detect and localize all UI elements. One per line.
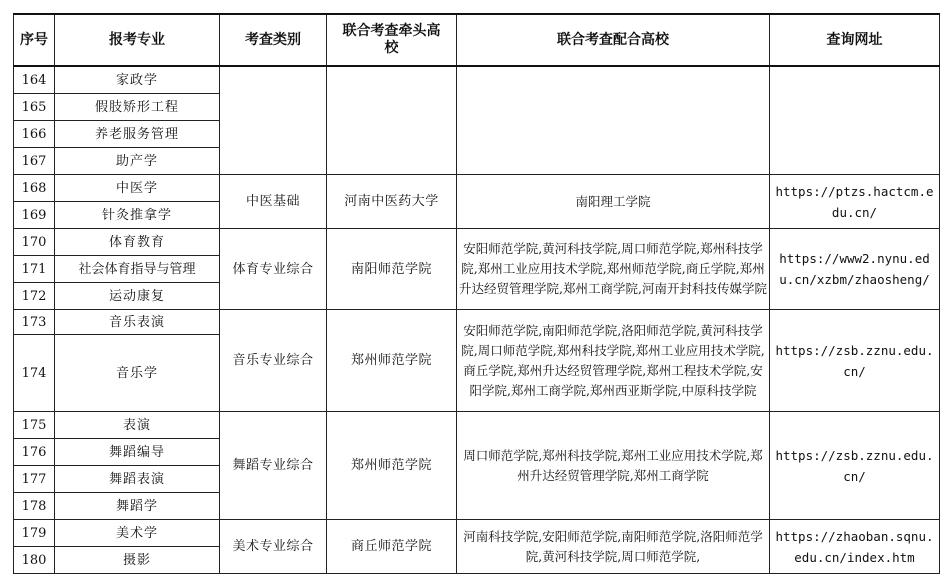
query-url-link[interactable]: https://zhaoban.sqnu.edu.cn/index.htm (770, 520, 940, 574)
table-container (13, 13, 940, 574)
row-number: 165 (14, 94, 55, 121)
row-number: 179 (14, 520, 55, 547)
header-coop-universities: 联合考查配合高校 (457, 14, 770, 66)
row-number: 180 (14, 547, 55, 574)
lead-university-cell: 南阳师范学院 (327, 229, 457, 310)
table-row (14, 412, 940, 439)
category-cell: 中医基础 (220, 175, 327, 229)
row-number: 177 (14, 466, 55, 493)
row-number: 166 (14, 121, 55, 148)
major-name: 社会体育指导与管理 (55, 256, 220, 283)
row-number: 176 (14, 439, 55, 466)
category-cell: 音乐专业综合 (220, 310, 327, 412)
table-row (14, 520, 940, 547)
row-number: 167 (14, 148, 55, 175)
query-url-link[interactable]: https://ptzs.hactcm.edu.cn/ (770, 175, 940, 229)
coop-universities-cell: 河南科技学院,安阳师范学院,南阳师范学院,洛阳师范学院,黄河科技学院,周口师范学院, (457, 520, 770, 574)
lead-university-cell: 郑州师范学院 (327, 412, 457, 520)
major-name: 运动康复 (55, 283, 220, 310)
admission-table (13, 13, 940, 574)
row-number: 164 (14, 66, 55, 94)
row-number: 175 (14, 412, 55, 439)
query-url-link[interactable]: https://zsb.zznu.edu.cn/ (770, 412, 940, 520)
major-name: 音乐学 (55, 335, 220, 412)
major-name: 针灸推拿学 (55, 202, 220, 229)
major-name: 摄影 (55, 547, 220, 574)
major-name: 舞蹈学 (55, 493, 220, 520)
query-url-link[interactable]: https://www2.nynu.edu.cn/xzbm/zhaosheng/ (770, 229, 940, 310)
table-row (14, 229, 940, 256)
row-number: 168 (14, 175, 55, 202)
major-name: 体育教育 (55, 229, 220, 256)
major-name: 假肢矫形工程 (55, 94, 220, 121)
major-name: 表演 (55, 412, 220, 439)
table-row (14, 310, 940, 335)
lead-university-cell: 商丘师范学院 (327, 520, 457, 574)
major-name: 助产学 (55, 148, 220, 175)
row-number: 170 (14, 229, 55, 256)
category-cell: 体育专业综合 (220, 229, 327, 310)
major-name: 养老服务管理 (55, 121, 220, 148)
lead-university-cell: 河南中医药大学 (327, 175, 457, 229)
header-no: 序号 (14, 14, 55, 66)
row-number: 172 (14, 283, 55, 310)
coop-universities-cell: 南阳理工学院 (457, 175, 770, 229)
header-query-url: 查询网址 (770, 14, 940, 66)
coop-universities-cell: 安阳师范学院,南阳师范学院,洛阳师范学院,黄河科技学院,周口师范学院,郑州科技学院,郑州工业应用技术学院,商丘学院,郑州升达经贸管理学院,郑州工程技术学院,安阳学院,郑州工商学院,郑州西亚斯学院,中原科技学院 (457, 310, 770, 412)
major-name: 舞蹈编导 (55, 439, 220, 466)
table-row (14, 66, 940, 94)
category-cell: 美术专业综合 (220, 520, 327, 574)
major-name: 中医学 (55, 175, 220, 202)
header-lead-university: 联合考查牵头高校 (327, 14, 457, 66)
row-number: 173 (14, 310, 55, 335)
major-name: 家政学 (55, 66, 220, 94)
lead-cell-empty (327, 66, 457, 175)
major-name: 美术学 (55, 520, 220, 547)
header-row (14, 14, 940, 66)
header-category: 考查类别 (220, 14, 327, 66)
category-cell-empty (220, 66, 327, 175)
coop-universities-cell: 周口师范学院,郑州科技学院,郑州工业应用技术学院,郑州升达经贸管理学院,郑州工商学院 (457, 412, 770, 520)
coop-universities-cell: 安阳师范学院,黄河科技学院,周口师范学院,郑州科技学院,郑州工业应用技术学院,郑州师范学院,商丘学院,郑州升达经贸管理学院,郑州工商学院,河南开封科技传媒学院 (457, 229, 770, 310)
row-number: 169 (14, 202, 55, 229)
table-row (14, 175, 940, 202)
url-cell-empty (770, 66, 940, 175)
major-name: 音乐表演 (55, 310, 220, 335)
query-url-link[interactable]: https://zsb.zznu.edu.cn/ (770, 310, 940, 412)
major-name: 舞蹈表演 (55, 466, 220, 493)
row-number: 174 (14, 335, 55, 412)
row-number: 171 (14, 256, 55, 283)
row-number: 178 (14, 493, 55, 520)
coop-cell-empty (457, 66, 770, 175)
header-major: 报考专业 (55, 14, 220, 66)
lead-university-cell: 郑州师范学院 (327, 310, 457, 412)
category-cell: 舞蹈专业综合 (220, 412, 327, 520)
